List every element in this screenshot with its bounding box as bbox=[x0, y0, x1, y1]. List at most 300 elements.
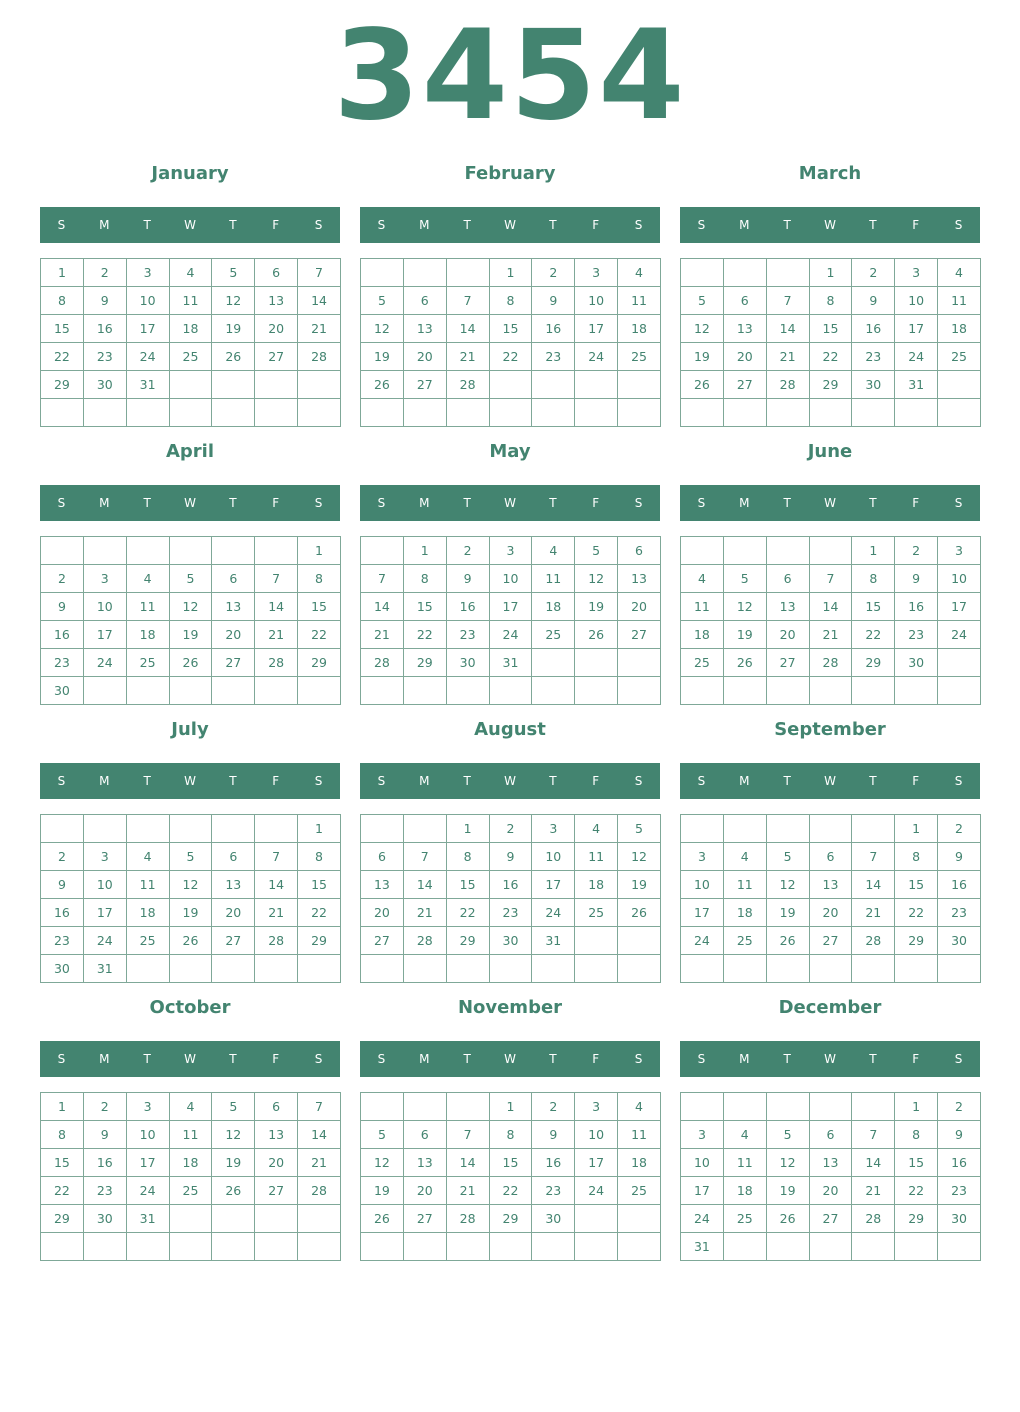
day-cell: 26 bbox=[766, 1205, 809, 1233]
day-cell: 2 bbox=[938, 1093, 981, 1121]
empty-cell bbox=[618, 649, 661, 677]
day-cell: 22 bbox=[403, 621, 446, 649]
weekday-label: S bbox=[954, 774, 963, 788]
day-cell: 21 bbox=[766, 343, 809, 371]
day-cell: 5 bbox=[618, 815, 661, 843]
day-cell: 22 bbox=[41, 1177, 84, 1205]
day-cell: 15 bbox=[403, 593, 446, 621]
empty-cell bbox=[83, 399, 126, 427]
day-cell: 8 bbox=[895, 843, 938, 871]
day-cell: 5 bbox=[169, 843, 212, 871]
weekday-label: S bbox=[377, 496, 386, 510]
week-row bbox=[41, 927, 341, 955]
day-cell: 21 bbox=[852, 899, 895, 927]
day-cell: 9 bbox=[83, 287, 126, 315]
week-row bbox=[361, 1093, 661, 1121]
day-grid bbox=[40, 1092, 341, 1261]
empty-cell bbox=[895, 955, 938, 983]
day-cell: 14 bbox=[809, 593, 852, 621]
day-cell: 7 bbox=[446, 1121, 489, 1149]
day-cell: 23 bbox=[41, 927, 84, 955]
day-grid bbox=[680, 536, 981, 705]
weekday-label: S bbox=[314, 496, 323, 510]
weekday-label: S bbox=[57, 496, 66, 510]
day-cell: 26 bbox=[169, 927, 212, 955]
day-cell: 1 bbox=[809, 259, 852, 287]
month-title: August bbox=[474, 719, 546, 740]
week-row bbox=[41, 621, 341, 649]
day-cell: 4 bbox=[681, 565, 724, 593]
day-cell: 15 bbox=[895, 871, 938, 899]
day-cell: 7 bbox=[255, 843, 298, 871]
day-cell: 12 bbox=[575, 565, 618, 593]
day-cell: 3 bbox=[895, 259, 938, 287]
day-cell: 23 bbox=[83, 1177, 126, 1205]
week-row bbox=[361, 815, 661, 843]
week-row bbox=[361, 899, 661, 927]
empty-cell bbox=[723, 399, 766, 427]
empty-cell bbox=[723, 1093, 766, 1121]
week-row bbox=[681, 343, 981, 371]
day-cell: 9 bbox=[852, 287, 895, 315]
week-row bbox=[41, 843, 341, 871]
empty-cell bbox=[723, 537, 766, 565]
empty-cell bbox=[446, 259, 489, 287]
day-cell: 29 bbox=[895, 927, 938, 955]
day-cell: 26 bbox=[169, 649, 212, 677]
day-cell: 15 bbox=[446, 871, 489, 899]
day-cell: 3 bbox=[126, 259, 169, 287]
empty-cell bbox=[41, 399, 84, 427]
day-cell: 2 bbox=[489, 815, 532, 843]
empty-cell bbox=[618, 1205, 661, 1233]
weekday-label: S bbox=[697, 218, 706, 232]
weekday-label: T bbox=[229, 1052, 237, 1066]
week-row bbox=[681, 899, 981, 927]
week-row bbox=[41, 1233, 341, 1261]
day-cell: 27 bbox=[255, 1177, 298, 1205]
empty-cell bbox=[766, 399, 809, 427]
empty-cell bbox=[255, 677, 298, 705]
empty-cell bbox=[361, 259, 404, 287]
day-cell: 26 bbox=[618, 899, 661, 927]
day-cell: 20 bbox=[255, 1149, 298, 1177]
empty-cell bbox=[575, 955, 618, 983]
day-cell: 7 bbox=[361, 565, 404, 593]
day-cell: 24 bbox=[575, 343, 618, 371]
weekday-label: F bbox=[272, 218, 280, 232]
day-cell: 17 bbox=[83, 621, 126, 649]
day-cell: 22 bbox=[489, 343, 532, 371]
empty-cell bbox=[723, 955, 766, 983]
empty-cell bbox=[489, 1233, 532, 1261]
empty-cell bbox=[83, 815, 126, 843]
weekday-header bbox=[680, 1041, 980, 1077]
week-row bbox=[41, 343, 341, 371]
day-cell: 12 bbox=[361, 1149, 404, 1177]
day-cell: 21 bbox=[255, 899, 298, 927]
empty-cell bbox=[446, 955, 489, 983]
day-cell: 7 bbox=[852, 843, 895, 871]
empty-cell bbox=[575, 649, 618, 677]
day-cell: 6 bbox=[618, 537, 661, 565]
day-cell: 15 bbox=[298, 871, 341, 899]
day-cell: 11 bbox=[575, 843, 618, 871]
day-cell: 1 bbox=[852, 537, 895, 565]
day-cell: 13 bbox=[809, 871, 852, 899]
day-cell: 1 bbox=[403, 537, 446, 565]
weekday-label: F bbox=[592, 774, 600, 788]
day-cell: 24 bbox=[681, 927, 724, 955]
day-cell: 16 bbox=[938, 1149, 981, 1177]
weekday-label: S bbox=[377, 218, 386, 232]
day-cell: 15 bbox=[298, 593, 341, 621]
day-cell: 10 bbox=[532, 843, 575, 871]
weekday-header bbox=[360, 1041, 660, 1077]
weekday-label: M bbox=[419, 496, 430, 510]
weekday-label: T bbox=[783, 496, 791, 510]
weekday-label: S bbox=[697, 774, 706, 788]
day-cell: 2 bbox=[446, 537, 489, 565]
empty-cell bbox=[403, 1093, 446, 1121]
empty-cell bbox=[938, 677, 981, 705]
weekday-label: T bbox=[783, 218, 791, 232]
month-title: October bbox=[149, 997, 231, 1018]
empty-cell bbox=[126, 537, 169, 565]
empty-cell bbox=[618, 1233, 661, 1261]
empty-cell bbox=[575, 371, 618, 399]
day-cell: 26 bbox=[575, 621, 618, 649]
day-cell: 28 bbox=[255, 927, 298, 955]
empty-cell bbox=[895, 399, 938, 427]
weekday-label: W bbox=[504, 1052, 516, 1066]
empty-cell bbox=[938, 649, 981, 677]
day-cell: 18 bbox=[723, 1177, 766, 1205]
day-cell: 27 bbox=[361, 927, 404, 955]
day-cell: 14 bbox=[255, 593, 298, 621]
empty-cell bbox=[255, 1233, 298, 1261]
day-cell: 18 bbox=[532, 593, 575, 621]
week-row bbox=[361, 955, 661, 983]
weekday-label: F bbox=[912, 1052, 920, 1066]
empty-cell bbox=[809, 537, 852, 565]
week-row bbox=[681, 1093, 981, 1121]
day-cell: 27 bbox=[403, 1205, 446, 1233]
day-cell: 28 bbox=[446, 1205, 489, 1233]
day-cell: 1 bbox=[895, 1093, 938, 1121]
day-cell: 20 bbox=[809, 1177, 852, 1205]
empty-cell bbox=[403, 955, 446, 983]
weekday-header bbox=[40, 763, 340, 799]
day-cell: 22 bbox=[446, 899, 489, 927]
weekday-label: M bbox=[99, 218, 110, 232]
weekday-label: W bbox=[184, 218, 196, 232]
week-row bbox=[41, 1149, 341, 1177]
day-cell: 25 bbox=[169, 1177, 212, 1205]
day-cell: 6 bbox=[809, 1121, 852, 1149]
week-row bbox=[681, 1233, 981, 1261]
day-cell: 5 bbox=[361, 1121, 404, 1149]
day-cell: 13 bbox=[403, 1149, 446, 1177]
day-cell: 17 bbox=[681, 899, 724, 927]
week-row bbox=[41, 871, 341, 899]
day-cell: 7 bbox=[809, 565, 852, 593]
week-row bbox=[681, 537, 981, 565]
day-cell: 31 bbox=[681, 1233, 724, 1261]
day-cell: 21 bbox=[403, 899, 446, 927]
day-cell: 4 bbox=[169, 259, 212, 287]
month-title: November bbox=[457, 997, 563, 1018]
week-row bbox=[41, 399, 341, 427]
day-cell: 11 bbox=[618, 287, 661, 315]
weekday-label: W bbox=[824, 774, 836, 788]
day-cell: 30 bbox=[852, 371, 895, 399]
empty-cell bbox=[41, 537, 84, 565]
day-cell: 18 bbox=[618, 315, 661, 343]
day-cell: 13 bbox=[403, 315, 446, 343]
day-cell: 10 bbox=[126, 287, 169, 315]
day-grid bbox=[40, 814, 341, 983]
day-cell: 4 bbox=[618, 1093, 661, 1121]
day-cell: 29 bbox=[41, 371, 84, 399]
empty-cell bbox=[446, 677, 489, 705]
empty-cell bbox=[255, 955, 298, 983]
day-cell: 5 bbox=[766, 1121, 809, 1149]
empty-cell bbox=[255, 537, 298, 565]
month-title: February bbox=[464, 163, 556, 184]
day-cell: 1 bbox=[895, 815, 938, 843]
day-cell: 10 bbox=[489, 565, 532, 593]
day-cell: 12 bbox=[212, 1121, 255, 1149]
day-cell: 25 bbox=[723, 1205, 766, 1233]
day-cell: 8 bbox=[489, 1121, 532, 1149]
day-cell: 10 bbox=[681, 1149, 724, 1177]
day-cell: 30 bbox=[83, 371, 126, 399]
empty-cell bbox=[126, 1233, 169, 1261]
empty-cell bbox=[212, 1205, 255, 1233]
day-cell: 26 bbox=[681, 371, 724, 399]
empty-cell bbox=[852, 955, 895, 983]
day-cell: 9 bbox=[938, 1121, 981, 1149]
day-cell: 21 bbox=[809, 621, 852, 649]
day-cell: 25 bbox=[169, 343, 212, 371]
day-cell: 28 bbox=[255, 649, 298, 677]
day-cell: 16 bbox=[938, 871, 981, 899]
weekday-label: T bbox=[463, 774, 471, 788]
day-cell: 18 bbox=[723, 899, 766, 927]
empty-cell bbox=[255, 815, 298, 843]
day-cell: 7 bbox=[852, 1121, 895, 1149]
day-cell: 10 bbox=[895, 287, 938, 315]
day-cell: 18 bbox=[126, 899, 169, 927]
empty-cell bbox=[361, 537, 404, 565]
weekday-label: F bbox=[912, 496, 920, 510]
month-title: March bbox=[798, 163, 862, 184]
day-cell: 30 bbox=[83, 1205, 126, 1233]
empty-cell bbox=[41, 1233, 84, 1261]
week-row bbox=[681, 315, 981, 343]
day-grid bbox=[360, 1092, 661, 1261]
day-cell: 27 bbox=[809, 1205, 852, 1233]
weekday-label: T bbox=[463, 496, 471, 510]
day-cell: 4 bbox=[723, 1121, 766, 1149]
day-cell: 13 bbox=[723, 315, 766, 343]
empty-cell bbox=[852, 1233, 895, 1261]
week-row bbox=[681, 1205, 981, 1233]
empty-cell bbox=[489, 371, 532, 399]
empty-cell bbox=[852, 1093, 895, 1121]
week-row bbox=[41, 259, 341, 287]
empty-cell bbox=[403, 1233, 446, 1261]
day-cell: 12 bbox=[723, 593, 766, 621]
day-cell: 1 bbox=[489, 1093, 532, 1121]
month-title: April bbox=[165, 441, 215, 462]
week-row bbox=[361, 649, 661, 677]
day-cell: 16 bbox=[83, 315, 126, 343]
empty-cell bbox=[723, 1233, 766, 1261]
weekday-label: M bbox=[739, 774, 750, 788]
day-cell: 22 bbox=[809, 343, 852, 371]
week-row bbox=[361, 399, 661, 427]
empty-cell bbox=[361, 955, 404, 983]
empty-cell bbox=[361, 815, 404, 843]
day-cell: 23 bbox=[446, 621, 489, 649]
empty-cell bbox=[298, 399, 341, 427]
day-cell: 27 bbox=[809, 927, 852, 955]
day-cell: 11 bbox=[681, 593, 724, 621]
day-cell: 7 bbox=[446, 287, 489, 315]
day-cell: 30 bbox=[446, 649, 489, 677]
day-cell: 1 bbox=[446, 815, 489, 843]
empty-cell bbox=[361, 399, 404, 427]
day-cell: 29 bbox=[41, 1205, 84, 1233]
day-cell: 25 bbox=[126, 649, 169, 677]
day-cell: 23 bbox=[938, 899, 981, 927]
day-cell: 22 bbox=[852, 621, 895, 649]
day-cell: 19 bbox=[212, 315, 255, 343]
day-cell: 16 bbox=[83, 1149, 126, 1177]
week-row bbox=[361, 287, 661, 315]
weekday-header bbox=[40, 1041, 340, 1077]
empty-cell bbox=[489, 955, 532, 983]
weekday-label: T bbox=[143, 218, 151, 232]
empty-cell bbox=[895, 677, 938, 705]
day-cell: 31 bbox=[126, 1205, 169, 1233]
weekday-label: T bbox=[229, 774, 237, 788]
empty-cell bbox=[212, 955, 255, 983]
weekday-label: S bbox=[314, 774, 323, 788]
weekday-label: S bbox=[314, 1052, 323, 1066]
day-cell: 4 bbox=[532, 537, 575, 565]
day-cell: 27 bbox=[618, 621, 661, 649]
empty-cell bbox=[681, 1093, 724, 1121]
day-cell: 8 bbox=[895, 1121, 938, 1149]
day-cell: 18 bbox=[126, 621, 169, 649]
day-cell: 3 bbox=[575, 259, 618, 287]
day-cell: 15 bbox=[809, 315, 852, 343]
day-cell: 30 bbox=[938, 1205, 981, 1233]
day-cell: 5 bbox=[212, 1093, 255, 1121]
day-cell: 17 bbox=[489, 593, 532, 621]
month-title: June bbox=[807, 441, 853, 462]
empty-cell bbox=[212, 537, 255, 565]
day-cell: 23 bbox=[41, 649, 84, 677]
day-cell: 17 bbox=[575, 315, 618, 343]
day-cell: 14 bbox=[446, 1149, 489, 1177]
weekday-label: M bbox=[419, 1052, 430, 1066]
day-cell: 8 bbox=[809, 287, 852, 315]
weekday-label: S bbox=[634, 496, 643, 510]
day-cell: 11 bbox=[938, 287, 981, 315]
empty-cell bbox=[255, 1205, 298, 1233]
empty-cell bbox=[212, 371, 255, 399]
day-cell: 27 bbox=[212, 649, 255, 677]
empty-cell bbox=[681, 399, 724, 427]
empty-cell bbox=[298, 371, 341, 399]
week-row bbox=[361, 1121, 661, 1149]
day-cell: 5 bbox=[212, 259, 255, 287]
year-title: 3454 bbox=[333, 4, 687, 148]
month-title: September bbox=[774, 719, 886, 740]
week-row bbox=[361, 315, 661, 343]
week-row bbox=[681, 399, 981, 427]
day-cell: 14 bbox=[298, 1121, 341, 1149]
week-row bbox=[361, 1205, 661, 1233]
empty-cell bbox=[938, 955, 981, 983]
weekday-label: F bbox=[592, 496, 600, 510]
empty-cell bbox=[361, 1233, 404, 1261]
weekday-header bbox=[360, 485, 660, 521]
empty-cell bbox=[212, 1233, 255, 1261]
day-grid bbox=[680, 258, 981, 427]
day-cell: 4 bbox=[723, 843, 766, 871]
empty-cell bbox=[532, 371, 575, 399]
day-cell: 30 bbox=[532, 1205, 575, 1233]
weekday-label: F bbox=[272, 1052, 280, 1066]
day-cell: 13 bbox=[766, 593, 809, 621]
weekday-label: S bbox=[57, 774, 66, 788]
weekday-label: T bbox=[463, 1052, 471, 1066]
day-cell: 2 bbox=[938, 815, 981, 843]
day-cell: 15 bbox=[895, 1149, 938, 1177]
day-cell: 22 bbox=[895, 1177, 938, 1205]
weekday-label: W bbox=[184, 774, 196, 788]
day-cell: 20 bbox=[361, 899, 404, 927]
day-cell: 5 bbox=[766, 843, 809, 871]
weekday-header bbox=[40, 207, 340, 243]
empty-cell bbox=[169, 815, 212, 843]
day-cell: 7 bbox=[298, 1093, 341, 1121]
empty-cell bbox=[298, 1233, 341, 1261]
weekday-label: M bbox=[739, 496, 750, 510]
day-cell: 18 bbox=[575, 871, 618, 899]
weekday-label: F bbox=[592, 1052, 600, 1066]
weekday-label: T bbox=[549, 496, 557, 510]
weekday-label: T bbox=[869, 774, 877, 788]
empty-cell bbox=[809, 399, 852, 427]
weekday-label: T bbox=[143, 496, 151, 510]
weekday-label: F bbox=[912, 774, 920, 788]
day-cell: 30 bbox=[895, 649, 938, 677]
weekday-label: T bbox=[869, 1052, 877, 1066]
day-cell: 17 bbox=[895, 315, 938, 343]
empty-cell bbox=[681, 955, 724, 983]
day-cell: 11 bbox=[126, 871, 169, 899]
empty-cell bbox=[298, 1205, 341, 1233]
day-cell: 24 bbox=[126, 1177, 169, 1205]
empty-cell bbox=[575, 677, 618, 705]
empty-cell bbox=[403, 259, 446, 287]
